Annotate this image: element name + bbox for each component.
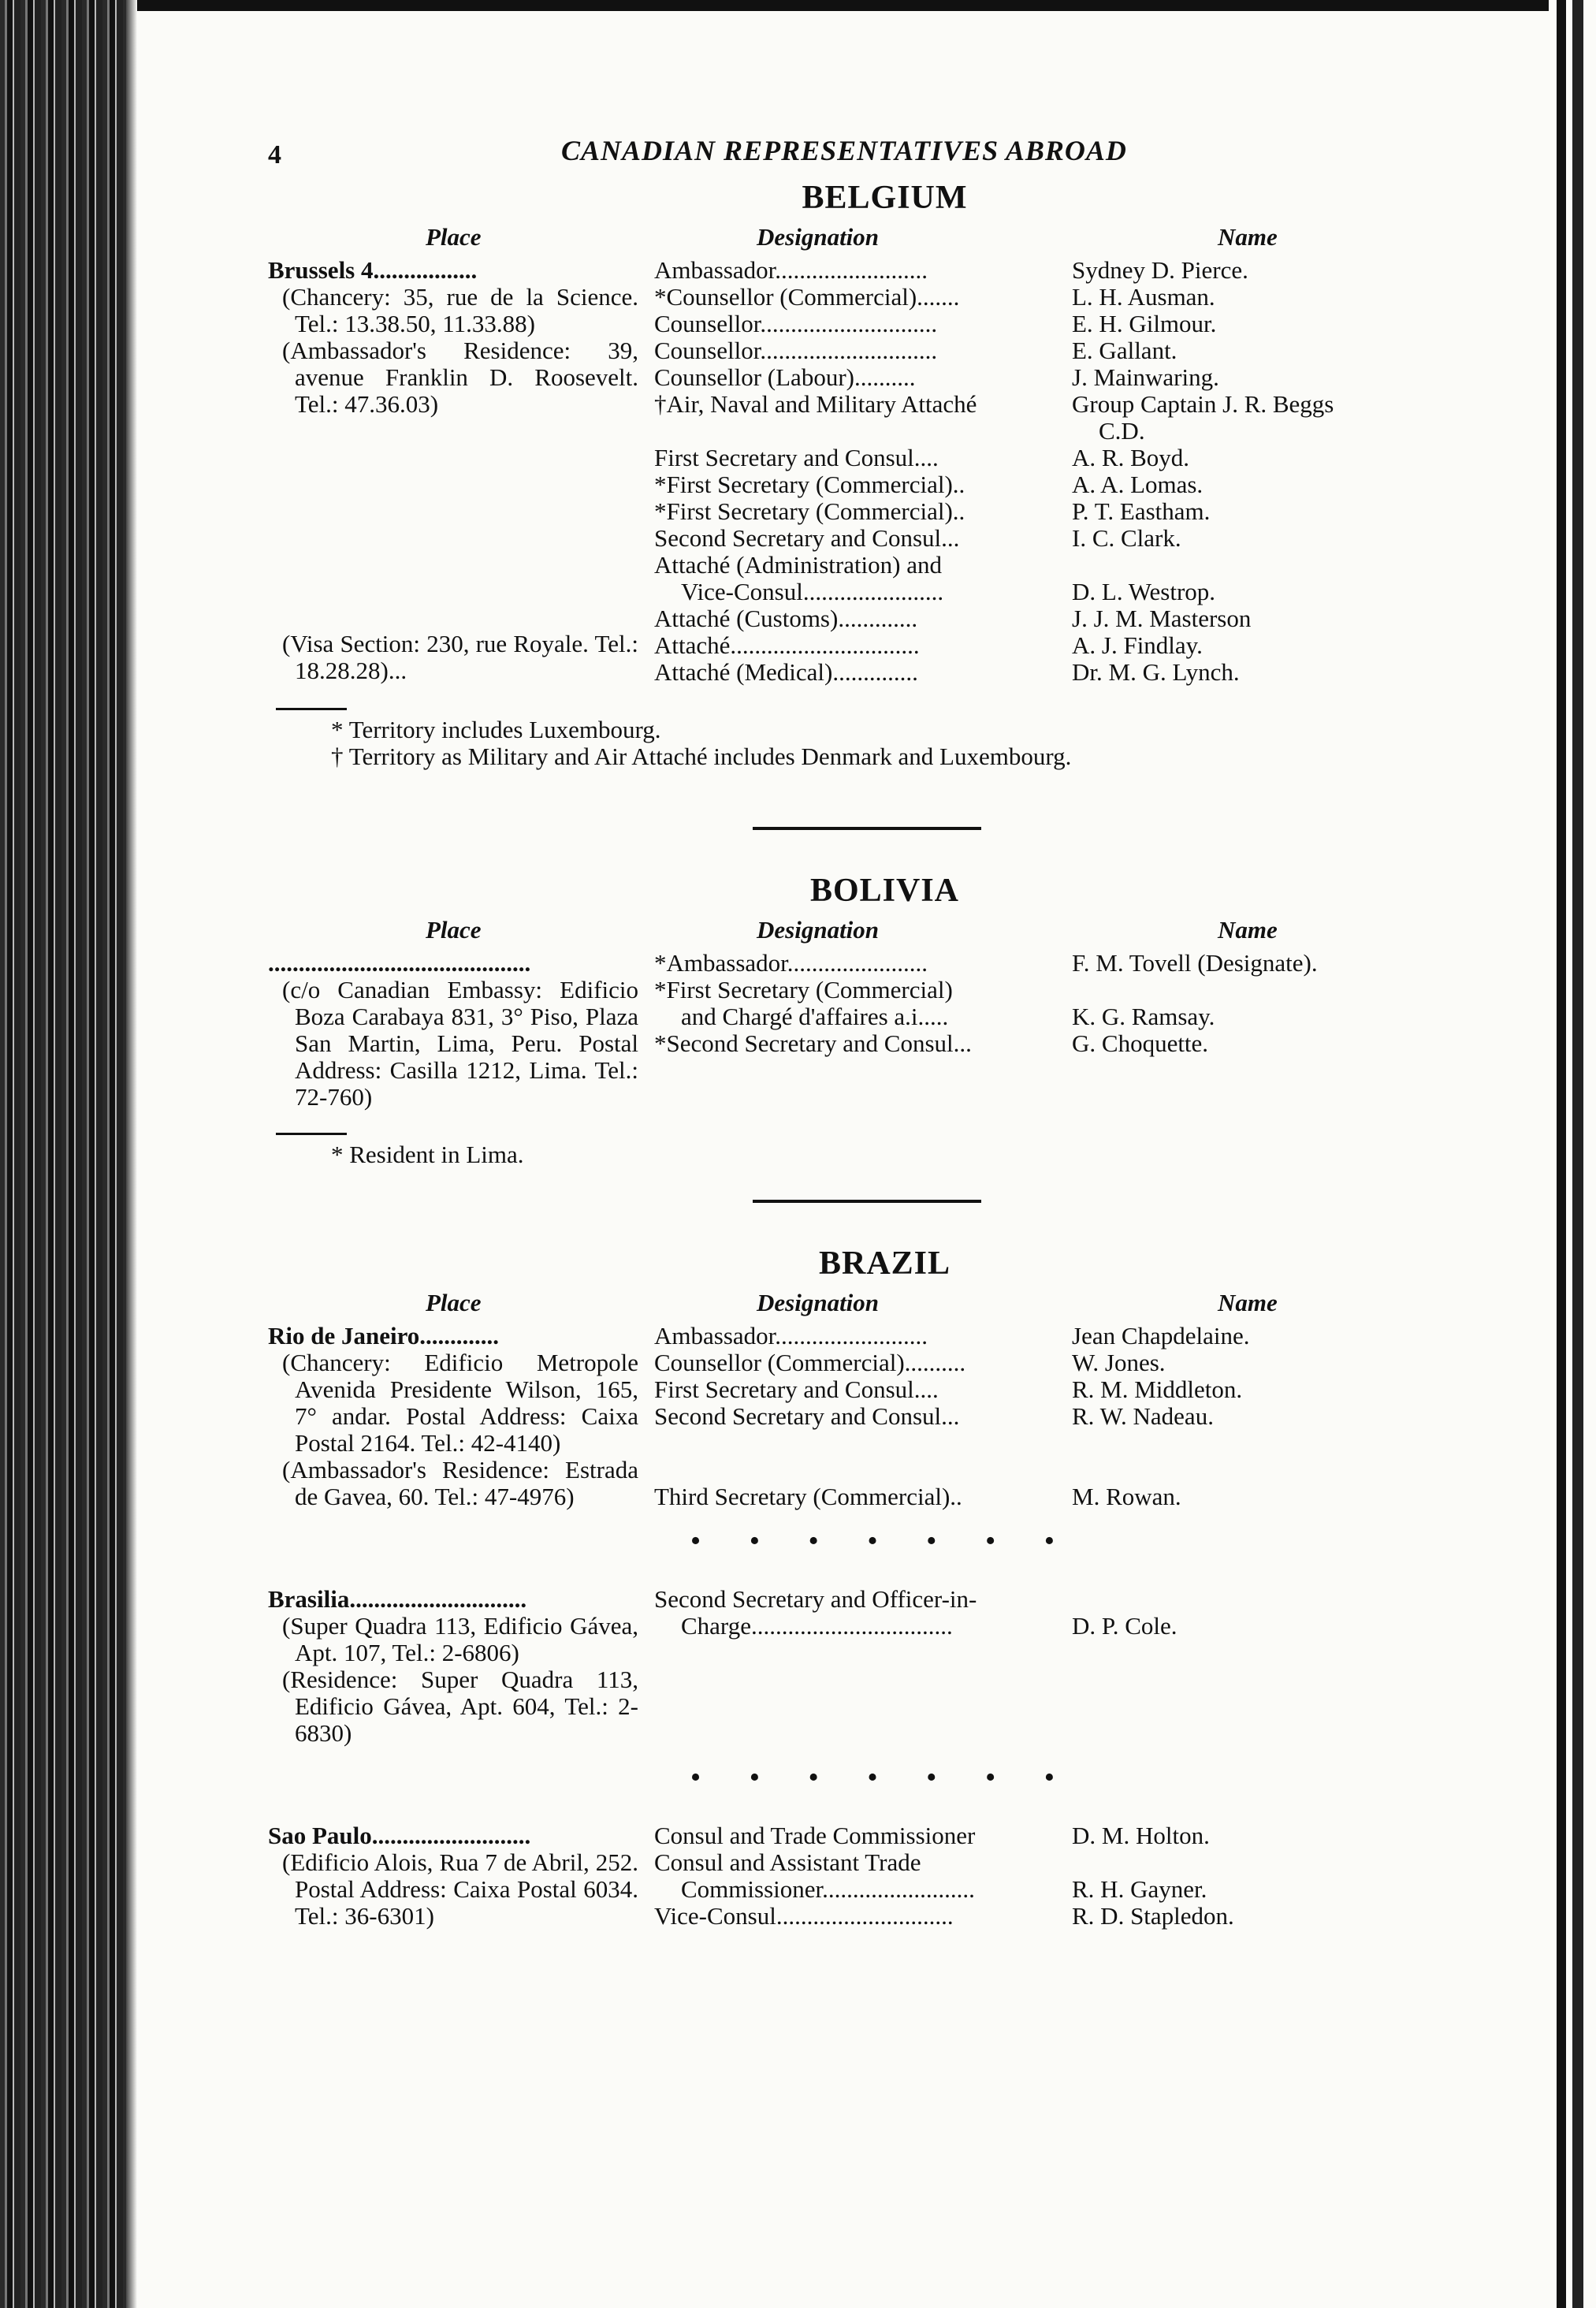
place-column bbox=[268, 1822, 654, 1930]
column-headers bbox=[268, 224, 1466, 251]
brazil-saopaulo-table bbox=[268, 1822, 1466, 1930]
designation-column bbox=[654, 257, 1072, 686]
footnote-rule bbox=[276, 708, 347, 710]
country-title: BOLIVIA bbox=[809, 873, 960, 909]
name-cell: J. J. M. Masterson bbox=[1072, 605, 1252, 632]
place-address: (Chancery: 35, rue de la Science. Tel.: 13.38.50, 11.33.88) bbox=[282, 283, 638, 337]
footnote-rule bbox=[276, 1133, 347, 1135]
place-address: (Residence: Super Quadra 113, Edificio Gávea, Apt. 604, Tel.: 2-6830) bbox=[282, 1666, 638, 1747]
place-address: (Ambassador's Residence: 39, avenue Franklin D. Roosevelt. Tel.: 47.36.03) bbox=[282, 337, 638, 418]
name-cell: L. H. Ausman. bbox=[1072, 283, 1215, 311]
name-cell: P. T. Eastham. bbox=[1072, 497, 1211, 525]
designation-column bbox=[654, 950, 1072, 1111]
name-cell: R. W. Nadeau. bbox=[1072, 1402, 1214, 1430]
column-headers bbox=[268, 917, 1466, 944]
name-column bbox=[1072, 950, 1466, 1111]
name-cell: D. L. Westrop. bbox=[1072, 578, 1216, 605]
column-headers bbox=[268, 1290, 1466, 1316]
designation-cell: *Counsellor (Commercial)....... bbox=[654, 284, 960, 311]
name-column bbox=[1072, 1822, 1466, 1930]
brazil-brasilia-table bbox=[268, 1586, 1466, 1747]
designation-cell: Attaché (Medical).............. bbox=[654, 659, 918, 686]
section-divider bbox=[753, 1200, 981, 1203]
header-designation: Designation bbox=[757, 223, 880, 251]
name-cell: K. G. Ramsay. bbox=[1072, 1003, 1215, 1030]
country-title: BRAZIL bbox=[818, 1245, 951, 1282]
scan-right-edge bbox=[1549, 0, 1596, 2308]
name-cell: Dr. M. G. Lynch. bbox=[1072, 658, 1240, 686]
name-cell bbox=[1072, 977, 1466, 1003]
name-cell: D. M. Holton. bbox=[1072, 1822, 1210, 1849]
designation-column bbox=[654, 1586, 1072, 1747]
designation-cell: Attaché............................... bbox=[654, 632, 920, 659]
name-cell: Jean Chapdelaine. bbox=[1072, 1322, 1250, 1349]
name-cell: A. J. Findlay. bbox=[1072, 631, 1203, 659]
name-cell: W. Jones. bbox=[1072, 1349, 1166, 1376]
section-belgium bbox=[268, 180, 1466, 770]
place-city: ........................................... bbox=[268, 950, 531, 977]
designation-cell: Attaché (Administration) and bbox=[654, 552, 943, 579]
name-cell: I. C. Clark. bbox=[1072, 524, 1181, 552]
section-divider bbox=[753, 827, 981, 830]
name-cell: E. Gallant. bbox=[1072, 337, 1177, 364]
name-cell: E. H. Gilmour. bbox=[1072, 310, 1217, 337]
separator-dots: • • • • • • • bbox=[690, 1524, 1076, 1558]
name-cell: C.D. bbox=[1099, 417, 1145, 445]
name-column bbox=[1072, 257, 1466, 686]
place-address: (Visa Section: 230, rue Royale. Tel.: 18.28.28)... bbox=[282, 630, 638, 684]
designation-cell: *First Secretary (Commercial).. bbox=[654, 498, 965, 525]
header-place: Place bbox=[426, 223, 482, 251]
place-column bbox=[268, 257, 654, 686]
place-address: (Edificio Alois, Rua 7 de Abril, 252. Postal Address: Caixa Postal 6034. Tel.: 36-6301) bbox=[282, 1848, 638, 1930]
designation-cell: *Second Secretary and Consul... bbox=[654, 1030, 972, 1057]
name-cell: Sydney D. Pierce. bbox=[1072, 256, 1248, 284]
designation-cell: Consul and Trade Commissioner bbox=[654, 1822, 976, 1849]
country-title: BELGIUM bbox=[802, 180, 968, 216]
designation-cell: Counsellor............................. bbox=[654, 337, 938, 364]
designation-cell: Counsellor (Labour).......... bbox=[654, 364, 916, 391]
separator-dots: • • • • • • • bbox=[690, 1761, 1076, 1794]
designation-cell: Charge................................. bbox=[681, 1613, 953, 1640]
section-bolivia bbox=[268, 873, 1466, 1168]
brazil-rio-table bbox=[268, 1323, 1466, 1510]
designation-cell: and Chargé d'affaires a.i..... bbox=[681, 1003, 949, 1030]
book-binding-edge bbox=[0, 0, 126, 2308]
section-brazil bbox=[268, 1245, 1466, 1930]
designation-cell: Second Secretary and Consul... bbox=[654, 525, 960, 552]
place-address: (c/o Canadian Embassy: Edificio Boza Carabaya 831, 3° Piso, Plaza San Martin, Lima, Peru. Postal Address: Casilla 1212, Lima. Tel.: 72-760) bbox=[282, 976, 638, 1111]
designation-cell: Ambassador......................... bbox=[654, 257, 928, 284]
header-designation: Designation bbox=[757, 1289, 880, 1316]
designation-cell: *First Secretary (Commercial) bbox=[654, 977, 953, 1003]
name-cell: R. D. Stapledon. bbox=[1072, 1902, 1234, 1930]
name-cell: R. M. Middleton. bbox=[1072, 1375, 1243, 1403]
designation-cell: Vice-Consul....................... bbox=[681, 579, 944, 605]
place-city: Brussels 4................. bbox=[268, 256, 478, 284]
name-cell: G. Choquette. bbox=[1072, 1029, 1209, 1057]
header-place: Place bbox=[426, 916, 482, 944]
place-city: Sao Paulo.......................... bbox=[268, 1822, 531, 1849]
name-cell: D. P. Cole. bbox=[1072, 1612, 1177, 1640]
designation-cell: †Air, Naval and Military Attaché bbox=[654, 391, 977, 418]
designation-cell bbox=[654, 418, 1072, 445]
place-column bbox=[268, 1323, 654, 1510]
running-head bbox=[268, 126, 1466, 173]
place-column bbox=[268, 1586, 654, 1747]
name-cell bbox=[1072, 1586, 1466, 1613]
name-cell: J. Mainwaring. bbox=[1072, 363, 1219, 391]
designation-cell: Second Secretary and Consul... bbox=[654, 1403, 960, 1430]
place-city: Rio de Janeiro............. bbox=[268, 1322, 500, 1349]
running-title: CANADIAN REPRESENTATIVES ABROAD bbox=[561, 135, 1127, 166]
place-address: (Chancery: Edificio Metropole Avenida Presidente Wilson, 165, 7° andar. Postal Address: Caixa Postal 2164. Tel.: 42-4140) bbox=[282, 1349, 638, 1457]
belgium-table bbox=[268, 257, 1466, 686]
header-name: Name bbox=[1218, 223, 1278, 251]
name-cell: A. A. Lomas. bbox=[1072, 471, 1204, 498]
name-cell: M. Rowan. bbox=[1072, 1483, 1181, 1510]
designation-cell: First Secretary and Consul.... bbox=[654, 445, 939, 471]
header-designation: Designation bbox=[757, 916, 880, 944]
header-place: Place bbox=[426, 1289, 482, 1316]
header-name: Name bbox=[1218, 1289, 1278, 1316]
name-cell bbox=[1072, 1849, 1466, 1876]
footnote: * Territory includes Luxembourg. bbox=[331, 716, 661, 743]
designation-cell: Commissioner......................... bbox=[681, 1876, 975, 1903]
designation-cell: Counsellor (Commercial).......... bbox=[654, 1349, 966, 1376]
bolivia-table bbox=[268, 950, 1466, 1111]
designation-column bbox=[654, 1323, 1072, 1510]
footnote: * Resident in Lima. bbox=[331, 1141, 524, 1168]
name-cell: A. R. Boyd. bbox=[1072, 444, 1189, 471]
place-column bbox=[268, 950, 654, 1111]
designation-cell: *Ambassador....................... bbox=[654, 950, 928, 977]
name-cell: F. M. Tovell (Designate). bbox=[1072, 949, 1318, 977]
designation-cell: Counsellor............................. bbox=[654, 311, 938, 337]
scan-top-edge bbox=[0, 0, 1596, 11]
header-name: Name bbox=[1218, 916, 1278, 944]
place-address: (Super Quadra 113, Edificio Gávea, Apt. 107, Tel.: 2-6806) bbox=[282, 1612, 638, 1666]
name-cell: Group Captain J. R. Beggs bbox=[1072, 390, 1334, 418]
page-number: 4 bbox=[268, 140, 281, 169]
designation-cell: *First Secretary (Commercial).. bbox=[654, 471, 965, 498]
designation-cell: Third Secretary (Commercial).. bbox=[654, 1483, 962, 1510]
designation-column bbox=[654, 1822, 1072, 1930]
document-page bbox=[268, 126, 1466, 1930]
designation-cell: Second Secretary and Officer-in- bbox=[654, 1586, 977, 1613]
designation-cell: Vice-Consul............................. bbox=[654, 1903, 954, 1930]
designation-cell: Attaché (Customs)............. bbox=[654, 605, 918, 632]
place-city: Brasilia............................. bbox=[268, 1585, 527, 1613]
name-column bbox=[1072, 1323, 1466, 1510]
name-cell: R. H. Gayner. bbox=[1072, 1875, 1207, 1903]
designation-cell: Consul and Assistant Trade bbox=[654, 1849, 921, 1876]
designation-cell: First Secretary and Consul.... bbox=[654, 1376, 939, 1403]
place-address: (Ambassador's Residence: Estrada de Gavea, 60. Tel.: 47-4976) bbox=[282, 1456, 638, 1510]
designation-cell: Ambassador......................... bbox=[654, 1323, 928, 1349]
name-cell bbox=[1072, 552, 1466, 579]
footnote: † Territory as Military and Air Attaché includes Denmark and Luxembourg. bbox=[331, 743, 1072, 770]
name-column bbox=[1072, 1586, 1466, 1747]
